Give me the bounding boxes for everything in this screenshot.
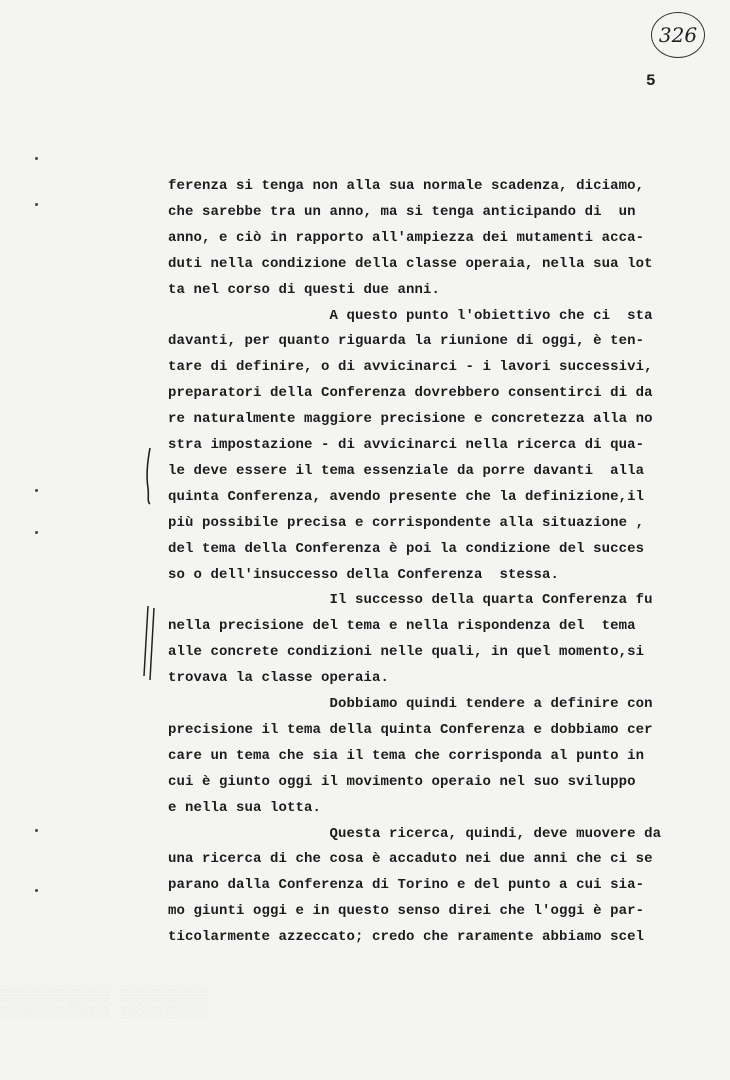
text-line: anno, e ciò in rapporto all'ampiezza dei mutamenti acca- (168, 229, 645, 246)
archive-stamp: 326 (651, 12, 705, 58)
text-line: cui è giunto oggi il movimento operaio nel suo sviluppo (168, 773, 636, 790)
text-line: quinta Conferenza, avendo presente che la definizione,il (168, 488, 645, 505)
margin-dot (35, 531, 38, 534)
text-line: duti nella condizione della classe operaia, nella sua lot (168, 255, 653, 272)
margin-bracket-mark (138, 446, 158, 506)
text-line: so o dell'insuccesso della Conferenza stessa. (168, 566, 560, 583)
text-line: Il successo della quarta Conferenza fu (168, 592, 653, 609)
page-number: 5 (646, 72, 656, 90)
text-line: tare di definire, o di avvicinarci - i lavori successivi, (168, 359, 653, 376)
text-line: le deve essere il tema essenziale da porre davanti alla (168, 462, 645, 479)
text-line: trovava la classe operaia. (168, 670, 390, 687)
text-line: più possibile precisa e corrispondente alla situazione , (168, 514, 645, 531)
text-line: Questa ricerca, quindi, deve muovere da (168, 825, 662, 842)
text-line: parano dalla Conferenza di Torino e del punto a cui sia- (168, 877, 645, 894)
text-line: ticolarmente azzeccato; credo che raramente abbiamo scel (168, 929, 645, 946)
margin-dot (35, 829, 38, 832)
text-line: stra impostazione - di avvicinarci nella ricerca di qua- (168, 437, 645, 453)
margin-dot (35, 489, 38, 492)
margin-dot (35, 157, 38, 160)
text-line: mo giunti oggi e in questo senso direi che l'oggi è par- (168, 903, 645, 920)
text-line: e nella sua lotta. (168, 799, 322, 816)
margin-dot (35, 203, 38, 206)
text-line: A questo punto l'obiettivo che ci sta (168, 307, 653, 324)
text-line: del tema della Conferenza è poi la condizione del succes (168, 540, 645, 557)
text-line: alle concrete condizioni nelle quali, in quel momento,si (168, 644, 645, 661)
bleed-through-watermark: ▒▒▒▒▒ ▒▒▒▒ (0, 985, 210, 1018)
text-line: preparatori della Conferenza dovrebbero consentirci di da (168, 385, 653, 402)
text-line: davanti, per quanto riguarda la riunione di oggi, è ten- (168, 333, 645, 350)
text-line: re naturalmente maggiore precisione e concretezza alla no (168, 411, 653, 428)
text-line: precisione il tema della quinta Conferenza e dobbiamo cer (168, 721, 653, 738)
margin-double-line-mark (138, 604, 164, 684)
text-line: una ricerca di che cosa è accaduto nei due anni che ci se (168, 851, 653, 868)
text-line: ferenza si tenga non alla sua normale scadenza, diciamo, (168, 178, 645, 194)
text-line: nella precisione del tema e nella rispondenza del tema (168, 618, 636, 635)
text-line: che sarebbe tra un anno, ma si tenga anticipando di un (168, 203, 636, 220)
margin-dot (35, 889, 38, 892)
text-line: care un tema che sia il tema che corrisponda al punto in (168, 747, 645, 764)
text-line: Dobbiamo quindi tendere a definire con (168, 696, 653, 712)
text-line: ta nel corso di questi due anni. (168, 281, 441, 298)
